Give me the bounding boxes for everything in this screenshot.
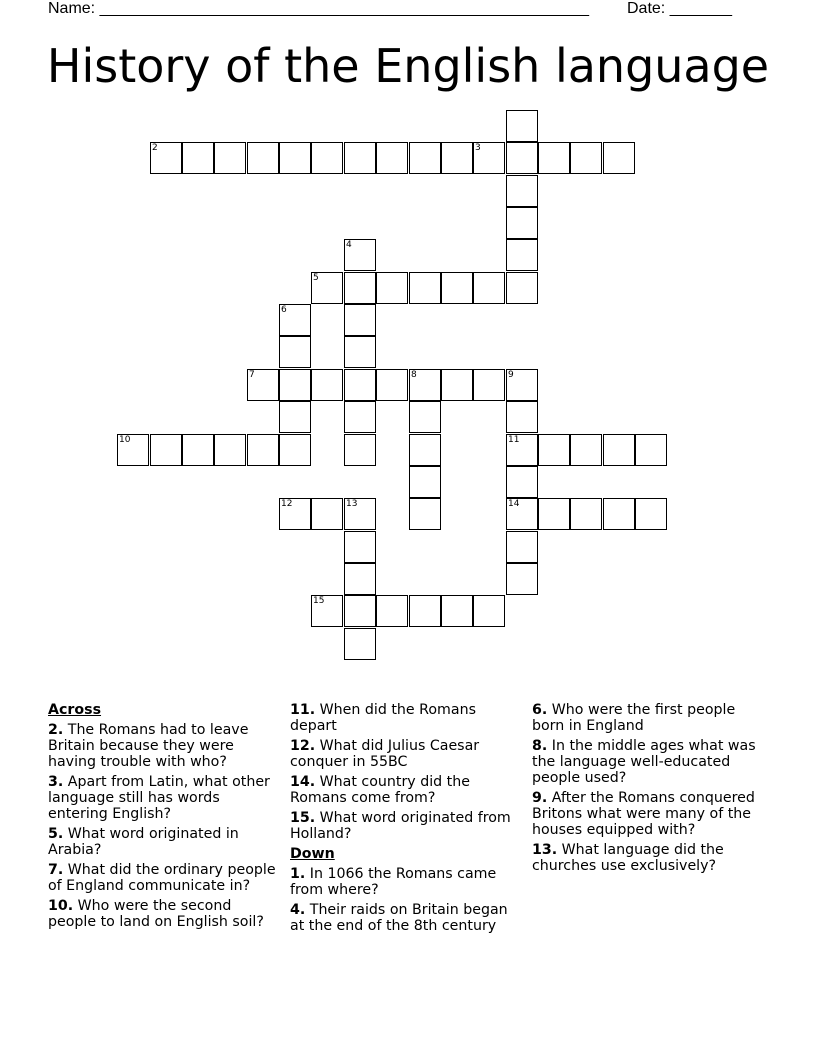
across-clue	[48, 722, 280, 770]
cell-number: 8	[411, 370, 417, 380]
clue-text: In the middle ages what was the language well-educated people used?	[532, 738, 756, 786]
clue-text: What word originated in Arabia?	[48, 826, 239, 858]
crossword-cell[interactable]	[441, 369, 473, 401]
across-heading: Across	[48, 702, 102, 718]
cell-number: 13	[346, 499, 358, 509]
crossword-cell[interactable]	[344, 595, 376, 627]
crossword-cell[interactable]	[409, 369, 441, 401]
crossword-cell[interactable]	[570, 498, 602, 530]
crossword-cell[interactable]	[247, 142, 279, 174]
down-clue	[532, 702, 767, 734]
crossword-cell[interactable]	[344, 434, 376, 466]
clue-text: Who were the second people to land on English soil?	[48, 898, 264, 930]
crossword-cell[interactable]	[473, 272, 505, 304]
down-clue	[532, 842, 767, 874]
crossword-cell[interactable]	[344, 239, 376, 271]
crossword-cell[interactable]	[344, 369, 376, 401]
crossword-cell[interactable]	[570, 434, 602, 466]
cell-number: 12	[281, 499, 293, 509]
down-clue	[532, 738, 767, 786]
crossword-cell[interactable]	[603, 434, 635, 466]
crossword-cell[interactable]	[538, 434, 570, 466]
cell-number: 7	[249, 370, 255, 380]
clue-number: 9.	[532, 790, 548, 806]
clue-text: Who were the first people born in England	[532, 702, 736, 734]
crossword-cell[interactable]	[409, 498, 441, 530]
crossword-cell[interactable]	[344, 142, 376, 174]
crossword-cell[interactable]	[409, 434, 441, 466]
page-title: History of the English language	[46, 39, 770, 93]
crossword-cell[interactable]	[506, 466, 538, 498]
crossword-cell[interactable]	[182, 434, 214, 466]
crossword-cell[interactable]	[344, 563, 376, 595]
crossword-cell[interactable]	[506, 369, 538, 401]
across-clue	[48, 898, 280, 930]
crossword-cell[interactable]	[311, 142, 343, 174]
across-clue	[48, 862, 280, 894]
crossword-cell[interactable]	[150, 434, 182, 466]
crossword-cell[interactable]	[279, 336, 311, 368]
clue-number: 10.	[48, 898, 74, 914]
crossword-cell[interactable]	[506, 239, 538, 271]
crossword-cell[interactable]	[635, 498, 667, 530]
clue-column-3	[532, 702, 767, 878]
down-clue	[290, 866, 525, 898]
clue-text: What language did the churches use exclusively?	[532, 842, 724, 874]
crossword-cell[interactable]	[279, 401, 311, 433]
crossword-cell[interactable]	[279, 498, 311, 530]
clue-text: After the Romans conquered Britons what were many of the houses equipped with?	[532, 790, 755, 838]
clue-text: What country did the Romans come from?	[290, 774, 470, 806]
crossword-cell[interactable]	[376, 142, 408, 174]
cell-number: 4	[346, 240, 352, 250]
crossword-cell[interactable]	[506, 272, 538, 304]
crossword-cell[interactable]	[506, 175, 538, 207]
crossword-cell[interactable]	[538, 498, 570, 530]
clue-text: When did the Romans depart	[290, 702, 476, 734]
cell-number: 9	[508, 370, 514, 380]
clue-number: 3.	[48, 774, 64, 790]
across-clue	[48, 774, 280, 822]
crossword-cell[interactable]	[311, 272, 343, 304]
crossword-cell[interactable]	[311, 595, 343, 627]
cell-number: 15	[313, 596, 325, 606]
cell-number: 10	[119, 435, 131, 445]
clue-number: 13.	[532, 842, 558, 858]
crossword-cell[interactable]	[247, 434, 279, 466]
clue-text: The Romans had to leave Britain because they were having trouble with who?	[48, 722, 249, 770]
crossword-cell[interactable]	[279, 304, 311, 336]
crossword-cell[interactable]	[473, 142, 505, 174]
clue-number: 2.	[48, 722, 64, 738]
clue-column-1	[48, 702, 280, 934]
crossword-cell[interactable]	[344, 304, 376, 336]
across-clue	[290, 738, 525, 770]
crossword-cell[interactable]	[409, 595, 441, 627]
crossword-cell[interactable]	[603, 142, 635, 174]
cell-number: 6	[281, 305, 287, 315]
crossword-cell[interactable]	[506, 142, 538, 174]
crossword-cell[interactable]	[311, 498, 343, 530]
crossword-cell[interactable]	[182, 142, 214, 174]
date-field-label[interactable]: Date: _______	[627, 0, 732, 17]
clue-number: 6.	[532, 702, 548, 718]
clue-number: 15.	[290, 810, 316, 826]
clue-text: In 1066 the Romans came from where?	[290, 866, 497, 898]
crossword-cell[interactable]	[409, 466, 441, 498]
crossword-cell[interactable]	[344, 401, 376, 433]
crossword-cell[interactable]	[150, 142, 182, 174]
crossword-cell[interactable]	[603, 498, 635, 530]
crossword-cell[interactable]	[473, 595, 505, 627]
across-clue	[48, 826, 280, 858]
crossword-cell[interactable]	[473, 369, 505, 401]
down-clue	[290, 902, 525, 934]
crossword-cell[interactable]	[506, 207, 538, 239]
clue-number: 14.	[290, 774, 316, 790]
down-heading: Down	[290, 846, 335, 862]
crossword-cell[interactable]	[506, 531, 538, 563]
clue-text: Apart from Latin, what other language still has words entering English?	[48, 774, 270, 822]
crossword-cell[interactable]	[344, 272, 376, 304]
cell-number: 14	[508, 499, 520, 509]
crossword-cell[interactable]	[441, 272, 473, 304]
crossword-cell[interactable]	[441, 142, 473, 174]
cell-number: 5	[313, 273, 319, 283]
crossword-cell[interactable]	[344, 336, 376, 368]
clue-text: What word originated from Holland?	[290, 810, 511, 842]
crossword-cell[interactable]	[570, 142, 602, 174]
crossword-cell[interactable]	[506, 563, 538, 595]
crossword-cell[interactable]	[279, 142, 311, 174]
crossword-cell[interactable]	[344, 498, 376, 530]
clue-number: 7.	[48, 862, 64, 878]
crossword-cell[interactable]	[376, 595, 408, 627]
crossword-cell[interactable]	[117, 434, 149, 466]
crossword-cell[interactable]	[311, 369, 343, 401]
clue-number: 8.	[532, 738, 548, 754]
clue-number: 4.	[290, 902, 306, 918]
cell-number: 11	[508, 435, 520, 445]
cell-number: 3	[475, 143, 481, 153]
clue-number: 5.	[48, 826, 64, 842]
down-clue	[532, 790, 767, 838]
crossword-cell[interactable]	[506, 401, 538, 433]
clue-number: 12.	[290, 738, 316, 754]
clue-text: What did the ordinary people of England communicate in?	[48, 862, 276, 894]
crossword-cell[interactable]	[279, 369, 311, 401]
clue-text: What did Julius Caesar conquer in 55BC	[290, 738, 480, 770]
crossword-cell[interactable]	[247, 369, 279, 401]
cell-number: 2	[152, 143, 158, 153]
crossword-cell[interactable]	[214, 434, 246, 466]
crossword-cell[interactable]	[409, 142, 441, 174]
name-field-label[interactable]: Name: _______________________________________________________	[48, 0, 589, 17]
crossword-cell[interactable]	[635, 434, 667, 466]
crossword-cell[interactable]	[376, 369, 408, 401]
header-line	[48, 0, 748, 20]
crossword-cell[interactable]	[441, 595, 473, 627]
crossword-cell[interactable]	[409, 401, 441, 433]
across-clue	[290, 810, 525, 842]
crossword-cell[interactable]	[214, 142, 246, 174]
clue-number: 1.	[290, 866, 306, 882]
clue-text: Their raids on Britain began at the end of the 8th century	[290, 902, 508, 934]
crossword-cell[interactable]	[538, 142, 570, 174]
clue-column-2	[290, 702, 525, 938]
across-clue	[290, 702, 525, 734]
crossword-cell[interactable]	[506, 110, 538, 142]
crossword-cell[interactable]	[409, 272, 441, 304]
crossword-cell[interactable]	[506, 434, 538, 466]
crossword-cell[interactable]	[376, 272, 408, 304]
crossword-cell[interactable]	[344, 628, 376, 660]
clue-number: 11.	[290, 702, 316, 718]
crossword-cell[interactable]	[506, 498, 538, 530]
crossword-cell[interactable]	[279, 434, 311, 466]
crossword-cell[interactable]	[344, 531, 376, 563]
across-clue	[290, 774, 525, 806]
